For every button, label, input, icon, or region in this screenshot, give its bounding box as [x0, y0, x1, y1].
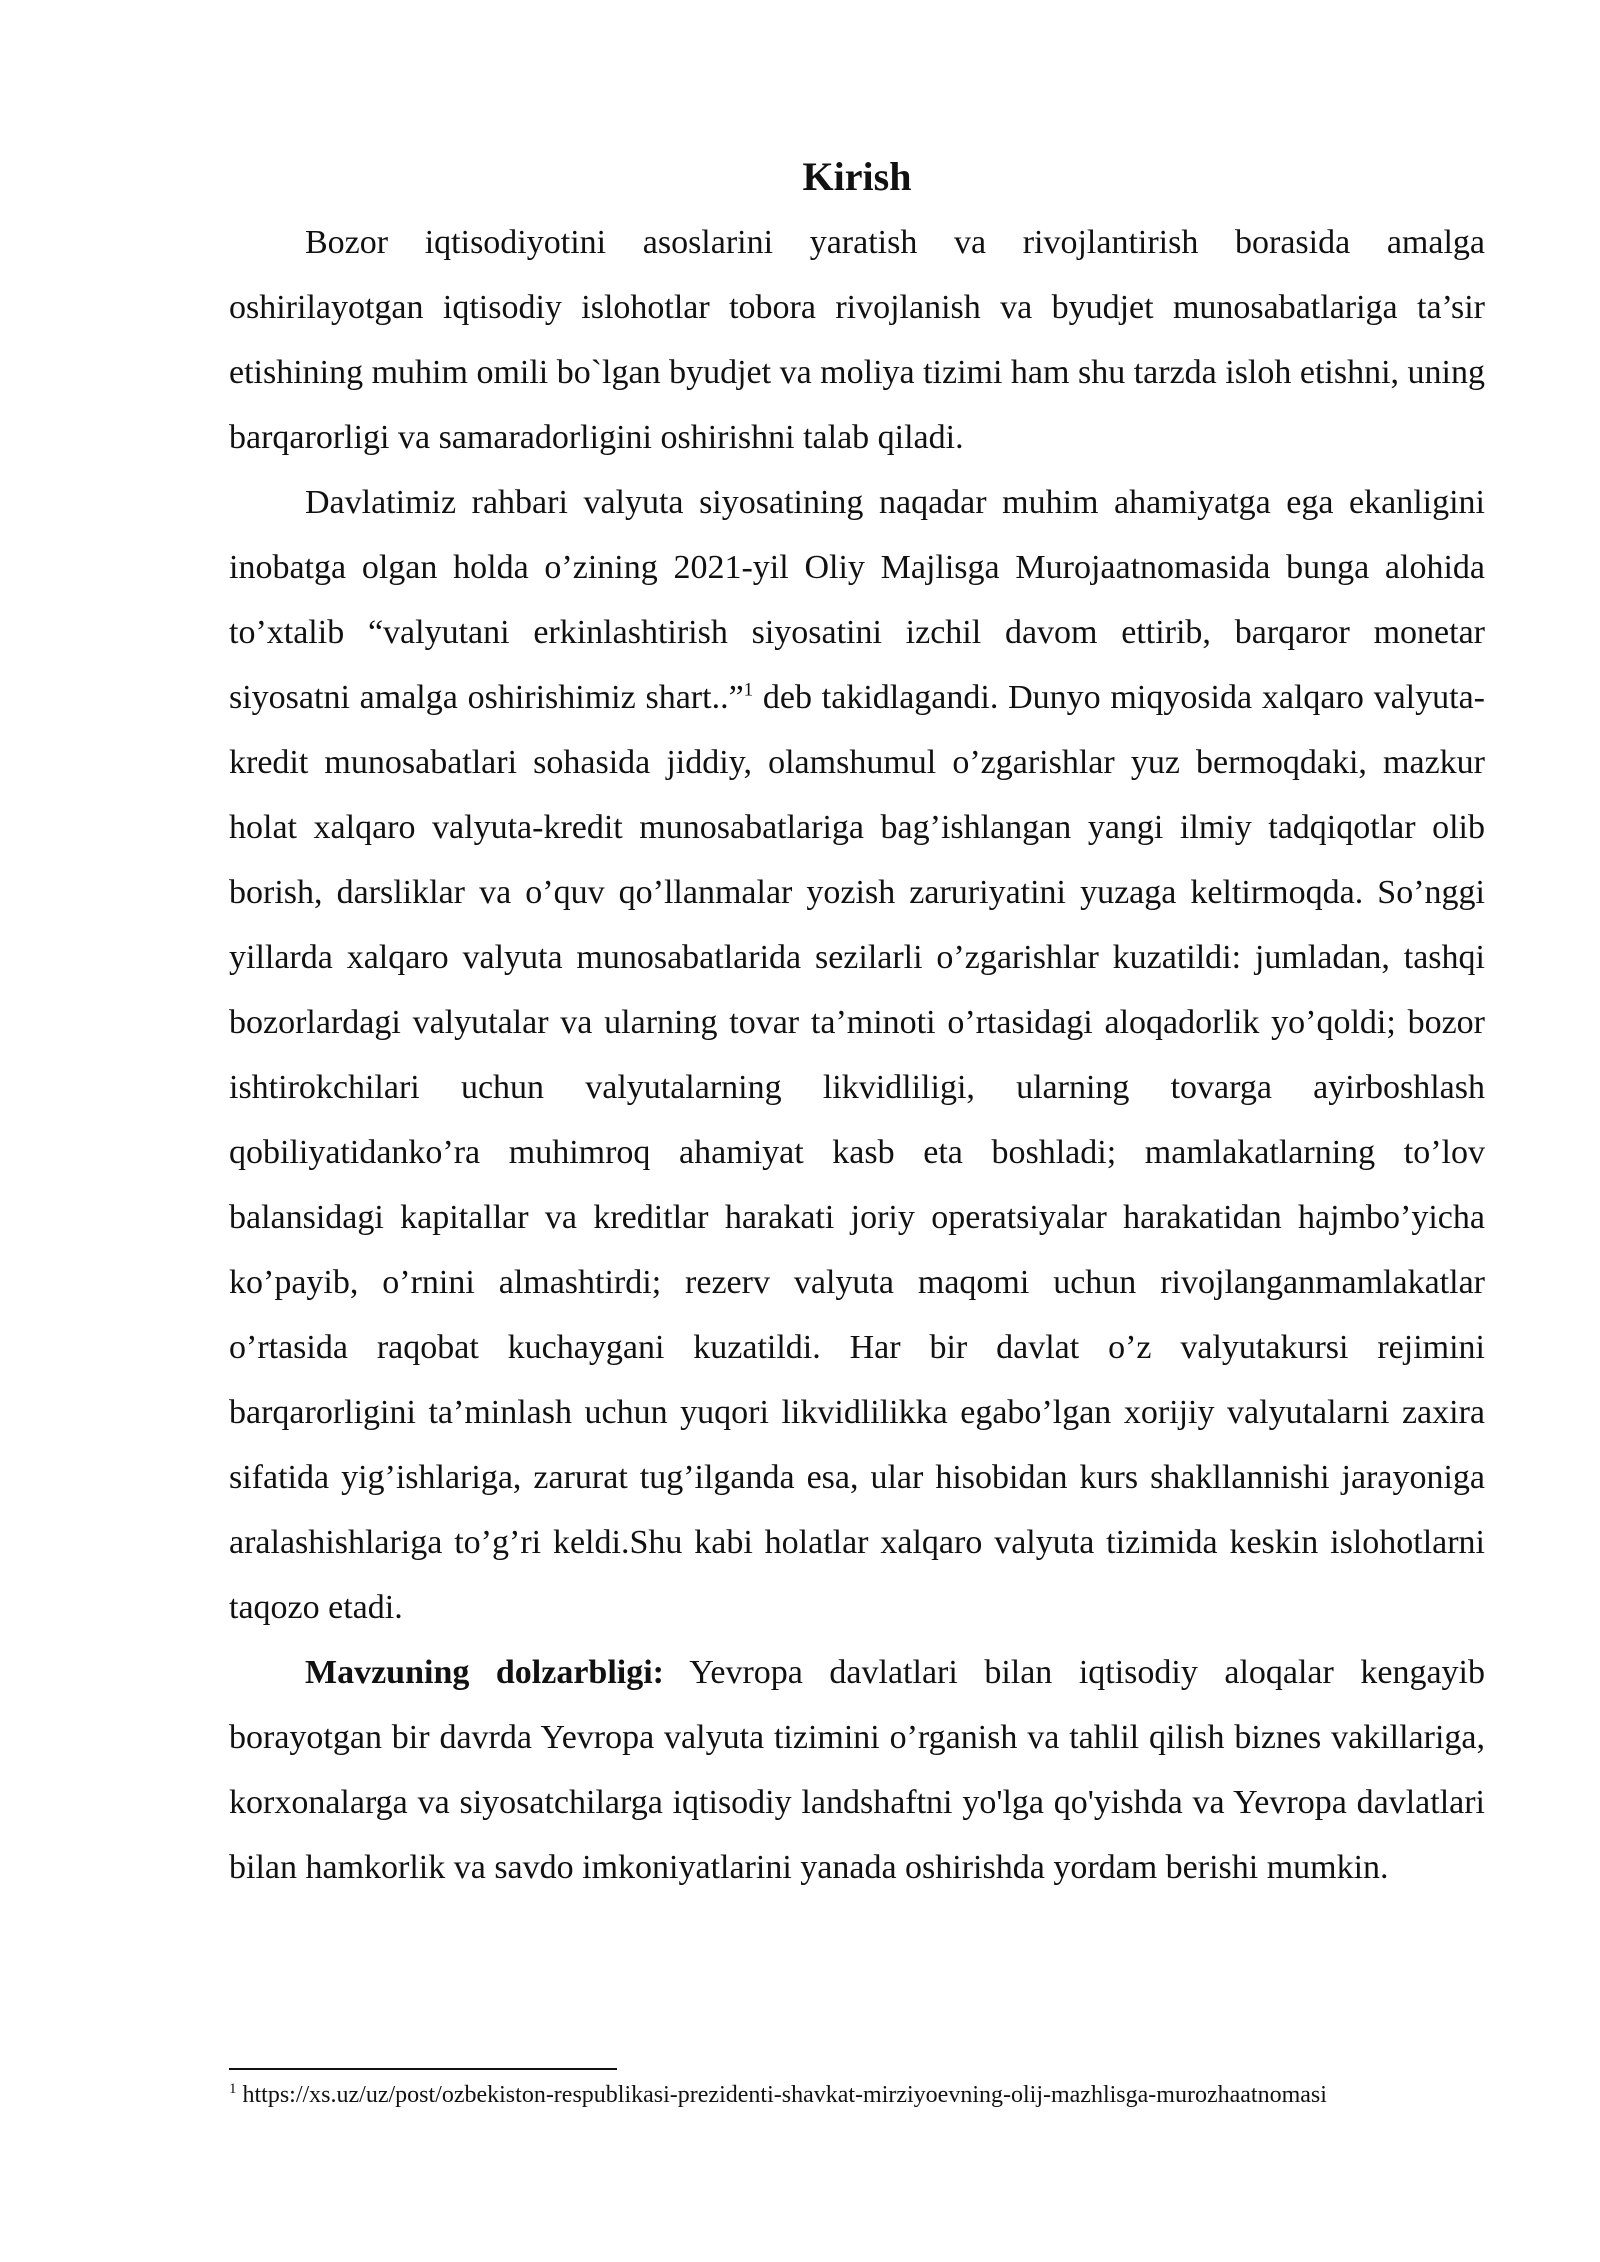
footnote [229, 2078, 1485, 2112]
footnote-number: 1 [229, 2081, 237, 2097]
footnote-separator [229, 2068, 617, 2070]
paragraph-relevance [229, 1640, 1485, 1900]
footnote-link[interactable]: https://xs.uz/uz/post/ozbekiston-respublikasi-prezidenti-shavkat-mirziyoevning-olij-mazhlisga-murozhaatnomasi [236, 2082, 1327, 2108]
paragraph-currency-policy-text-after: deb takidlagandi. Dunyo miqyosida xalqaro valyuta-kredit munosabatlari sohasida jiddiy, olamshumul o’zgarishlar yuz bermoqdaki, mazkur holat xalqaro valyuta-kredit munosabatlariga bag’ishlangan yangi ilmiy tadqiqotlar olib borish, darsliklar va o’quv qo’llanmalar yozish zaruriyatini yuzaga keltirmoqda. So’nggi yillarda xalqaro valyuta munosabatlarida sezilarli o’zgarishlar kuzatildi: jumladan, tashqi bozorlardagi valyutalar va ularning tovar ta’minoti o’rtasidagi aloqadorlik yo’qoldi; bozor ishtirokchilari uchun valyutalarning likvidliligi, ularning tovarga ayirboshlash qobiliyatidanko’ra muhimroq ahamiyat kasb eta boshladi; mamlakatlarning to’lov balansidagi kapitallar va kreditlar harakati joriy operatsiyalar harakatidan hajmbo’yicha ko’payib, o’rnini almashtirdi; rezerv valyuta maqomi uchun rivojlanganmamlakatlar o’rtasida raqobat kuchaygani kuzatildi. Har bir davlat o’z valyutakursi rejimini barqarorligini ta’minlash uchun yuqori likvidlilikka egabo’lgan xorijiy valyutalarni zaxira sifatida yig’ishlariga, zarurat tug’ilganda esa, ular hisobidan kurs shakllannishi jarayoniga aralashishlariga to’g’ri keldi.Shu kabi holatlar xalqaro valyuta tizimida keskin islohotlarni taqozo etadi. [229, 679, 1485, 1626]
document-page [229, 150, 1485, 1900]
paragraph-currency-policy [229, 470, 1485, 1640]
footnote-reference[interactable]: 1 [743, 679, 754, 701]
relevance-heading: Mavzuning dolzarbligi: [305, 1654, 664, 1691]
paragraph-intro-text: Bozor iqtisodiyotini asoslarini yaratish va rivojlantirish borasida amalga oshirilayotgan iqtisodiy islohotlar tobora rivojlanish va byudjet munosabatlariga ta’sir etishining muhim omili bo`lgan byudjet va moliya tizimi ham shu tarzda isloh etishni, uning barqarorligi va samaradorligini oshirishni talab qiladi. [229, 224, 1485, 456]
page-title: Kirish [802, 154, 912, 199]
paragraph-currency-policy-text-before: Davlatimiz rahbari valyuta siyosatining naqadar muhim ahamiyatga ega ekanligini inobatga olgan holda o’zining 2021-yil Oliy Majlisga Murojaatnomasida bunga alohida to’xtalib “valyutani erkinlashtirish siyosatini izchil davom ettirib, barqaror monetar siyosatni amalga oshirishimiz shart..” [229, 484, 1485, 716]
paragraph-intro [229, 210, 1485, 470]
paragraph-relevance-text: Yevropa davlatlari bilan iqtisodiy aloqalar kengayib borayotgan bir davrda Yevropa valyuta tizimini o’rganish va tahlil qilish biznes vakillariga, korxonalarga va siyosatchilarga iqtisodiy landshaftni yo'lga qo'yishda va Yevropa davlatlari bilan hamkorlik va savdo imkoniyatlarini yanada oshirishda yordam berishi mumkin. [229, 1654, 1485, 1886]
